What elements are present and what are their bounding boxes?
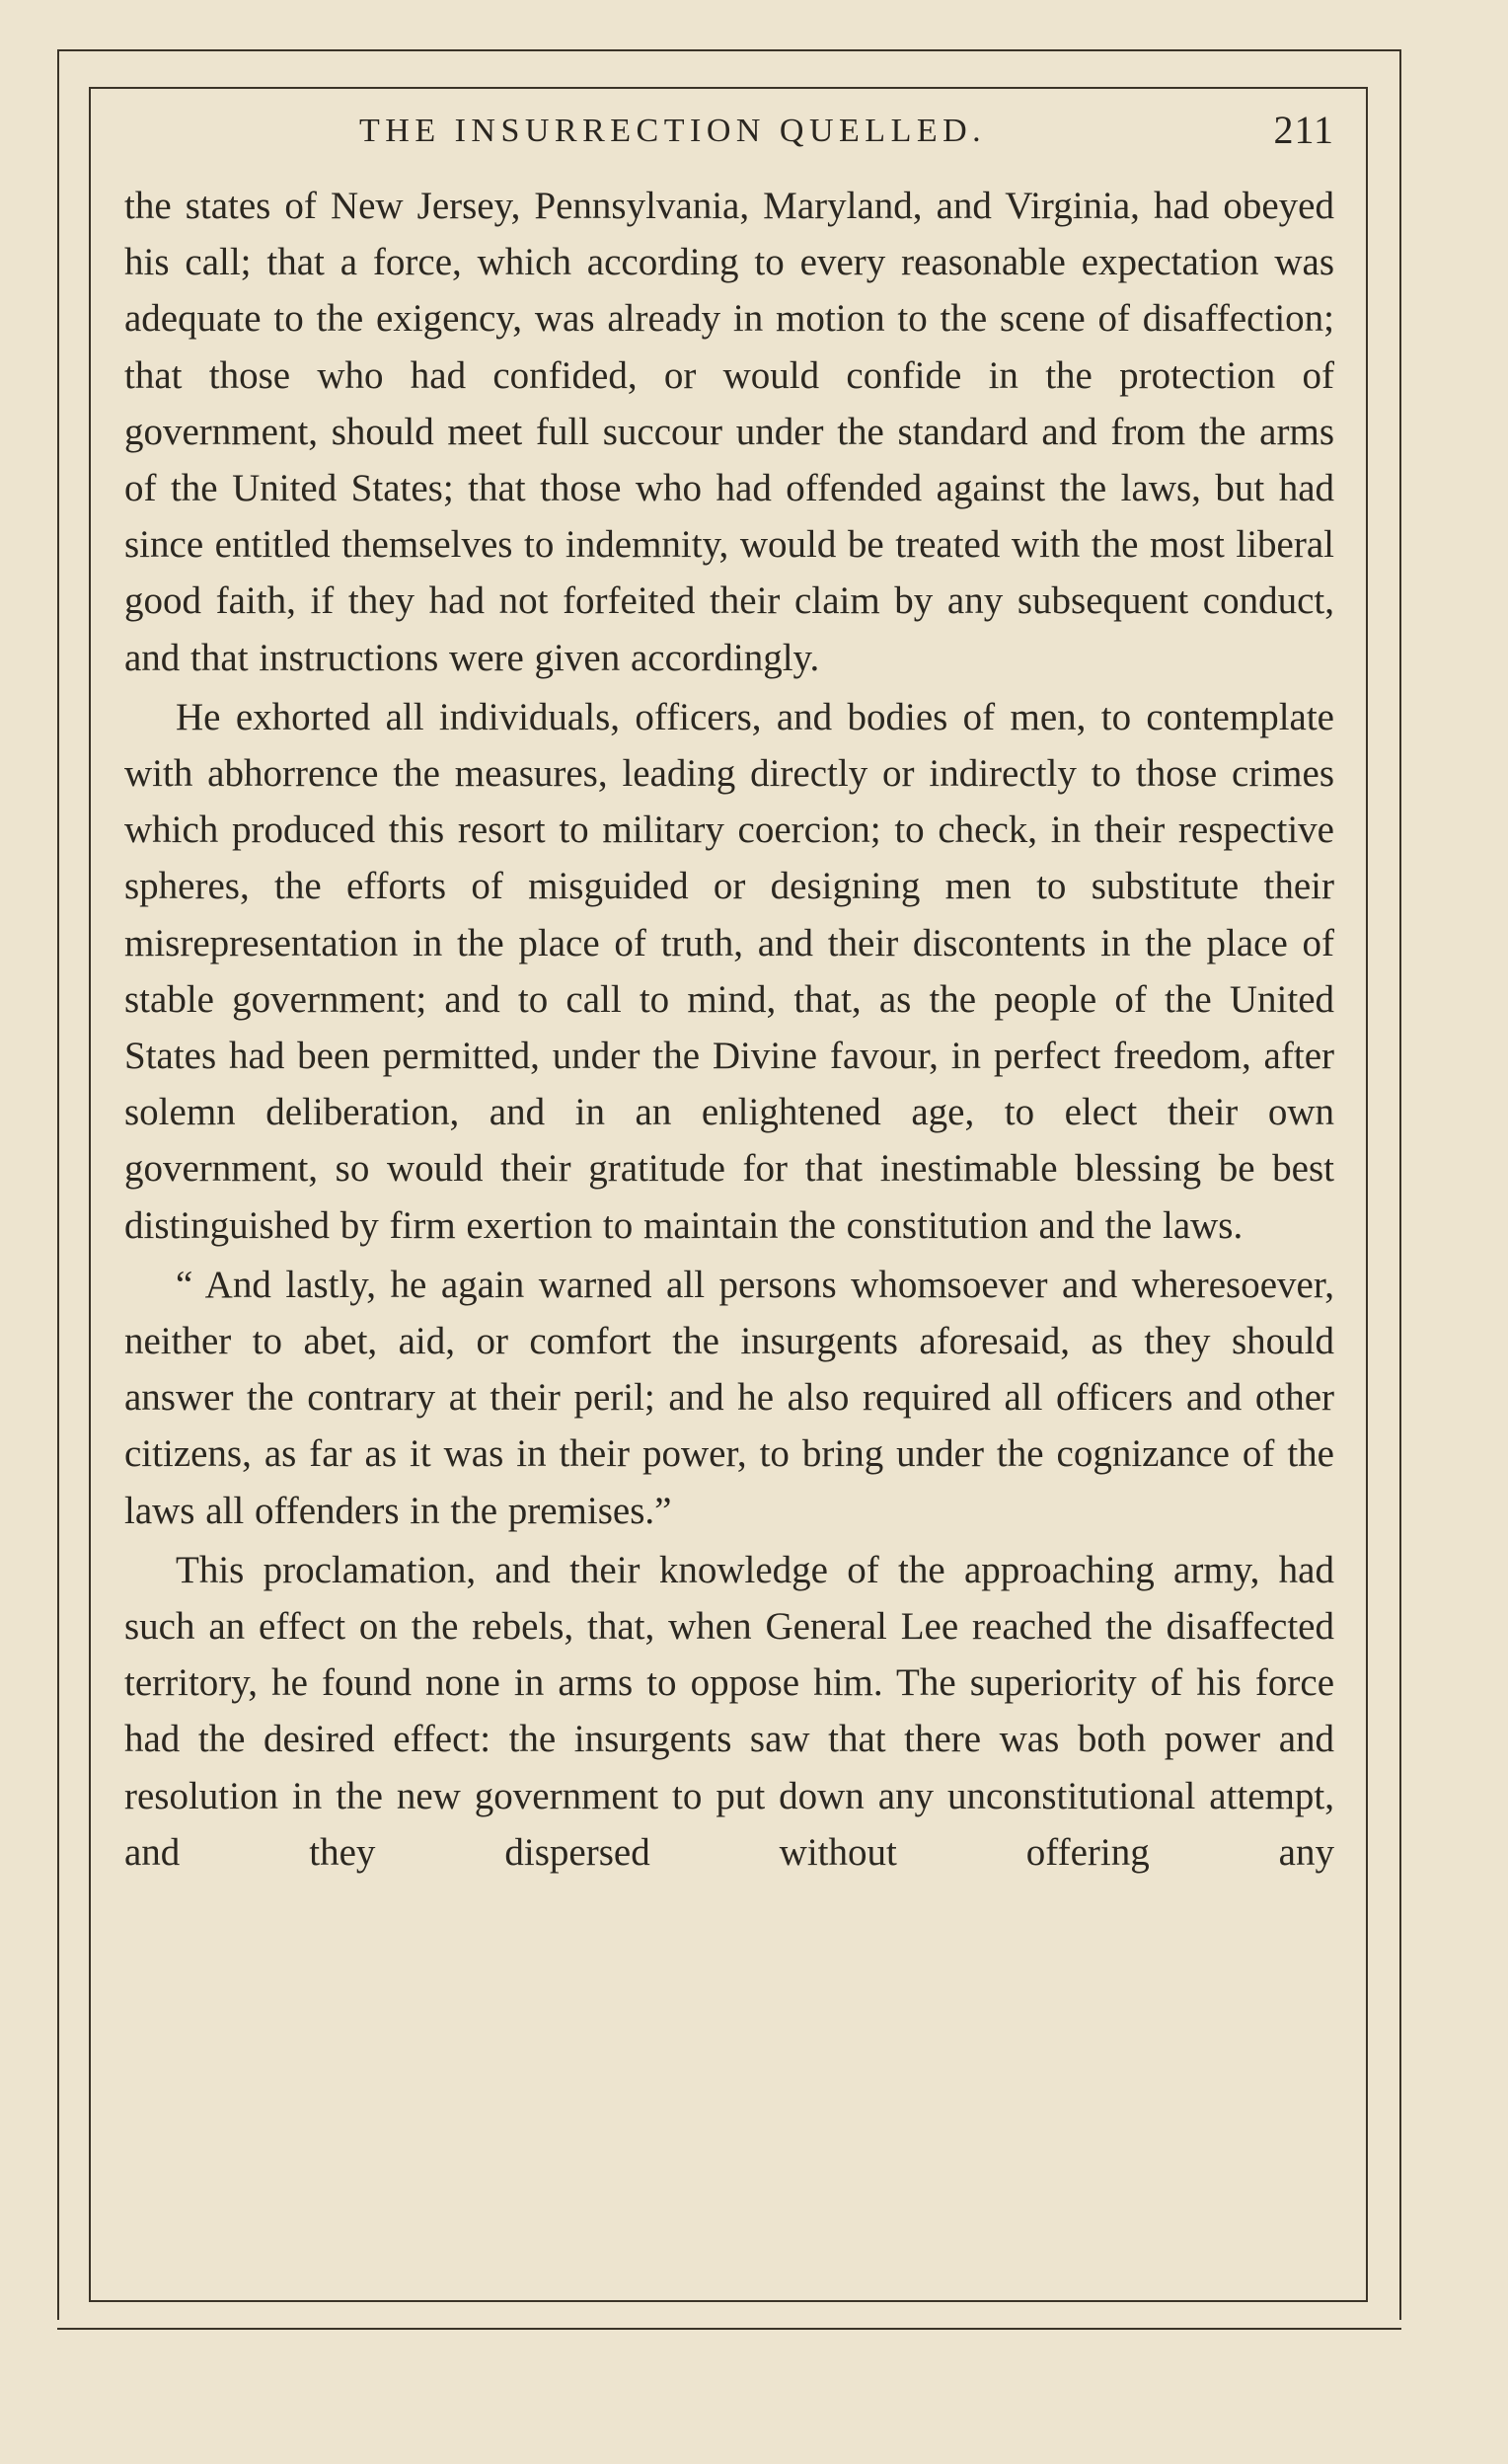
paragraph-proclamation-effect: This proclamation, and their knowledge of the approaching army, had such an effect on the rebels, that, when General Lee reached the disaffected territory, he found none in arms to oppose him. The superiority of his force had the desired effect: the insurgents saw that there was both power and resolution in the new government to put down any unconstitutional attempt, and they dispersed without offering any [124,1548,1334,1874]
body-text [124,178,1334,1884]
paragraph-continuation: the states of New Jersey, Pennsylvania, Maryland, and Virginia, had obeyed his call; that a force, which according to every reasonable expectation was adequate to the exigency, was already in motion to the scene of disaffection; that those who had confided, or would confide in the protection of government, should meet full succour under the standard and from the arms of the United States; that those who had offended against the laws, but had since entitled themselves to indemnity, would be treated with the most liberal good faith, if they had not forfeited their claim by any subsequent conduct, and that instructions were given accordingly. [124,185,1334,679]
paragraph-quotation: “ And lastly, he again warned all persons whomsoever and wheresoever, neither to abet, aid, or comfort the insurgents aforesaid, as they should answer the contrary at their peril; and he also required all officers and other citizens, as far as it was in their power, to bring under the cognizance of the laws all offenders in the premises.” [124,1263,1334,1532]
running-head [124,107,1334,162]
running-title: THE INSURRECTION QUELLED. [359,113,987,149]
outer-bottom-rule [57,2328,1401,2330]
paragraph-exhortation: He exhorted all individuals, officers, and bodies of men, to contemplate with abhorrence the measures, leading directly or indirectly to those crimes which produced this resort to military coercion; to check, in their respective spheres, the efforts of misguided or designing men to substitute their misrepresentation in the place of truth, and their discontents in the place of stable government; and to call to mind, that, as the people of the United States had been permitted, under the Divine favour, in perfect freedom, after solemn deliberation, and in an enlightened age, to elect their own government, so would their gratitude for that inestimable blessing be best distinguished by firm exertion to maintain the constitution and the laws. [124,695,1334,1247]
page-number: 211 [1273,108,1334,152]
